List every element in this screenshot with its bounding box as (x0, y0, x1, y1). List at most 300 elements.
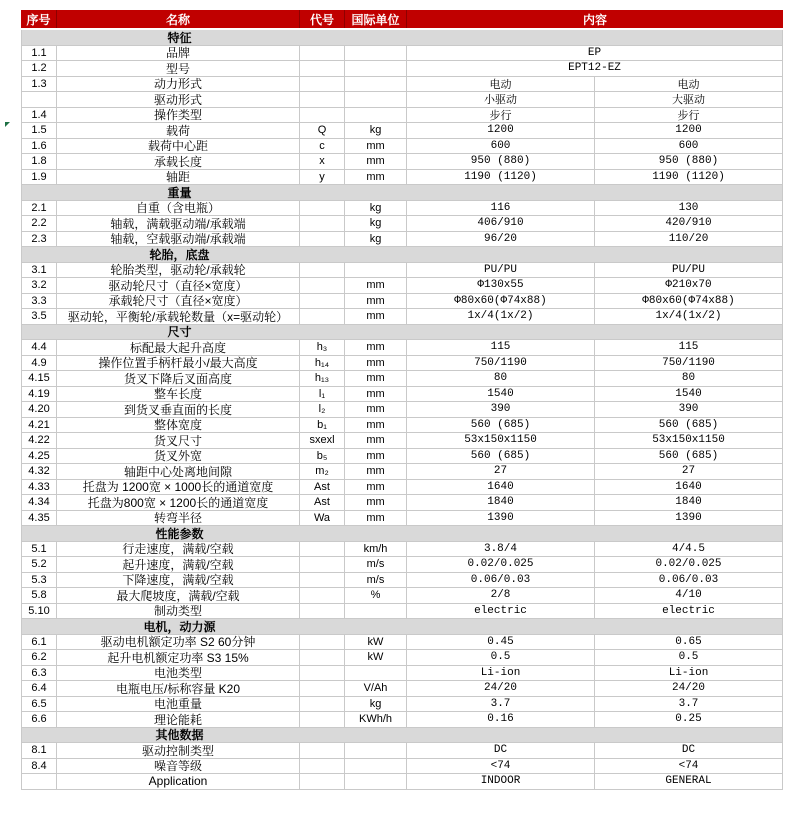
table-row (21, 697, 783, 713)
row-serial-cell: 4.4 (21, 340, 57, 356)
row-serial-cell: 4.22 (21, 433, 57, 449)
row-value-cell-left: 步行 (407, 108, 595, 124)
header-col-name: 名称 (57, 10, 300, 28)
table-row (21, 542, 783, 558)
row-code-cell (300, 666, 345, 682)
row-value-cell-left: DC (407, 743, 595, 759)
row-name-cell: 托盘为 1200宽 × 1000长的通道宽度 (57, 480, 300, 496)
row-value-cell-right: 27 (595, 464, 783, 480)
row-code-cell: l₁ (300, 387, 345, 403)
section-header-row (21, 728, 783, 744)
row-value-cell-left: 53x150x1150 (407, 433, 595, 449)
row-value-cell-right: 1x/4(1x/2) (595, 309, 783, 325)
row-unit-cell (345, 666, 407, 682)
row-unit-cell: mm (345, 278, 407, 294)
row-value-cell-left: 0.06/0.03 (407, 573, 595, 589)
row-unit-cell: kW (345, 650, 407, 666)
row-name-cell: 电池重量 (57, 697, 300, 713)
table-row (21, 635, 783, 651)
row-unit-cell: mm (345, 340, 407, 356)
row-code-cell (300, 635, 345, 651)
row-name-cell: 理论能耗 (57, 712, 300, 728)
table-row (21, 402, 783, 418)
row-unit-cell: m/s (345, 557, 407, 573)
row-unit-cell: % (345, 588, 407, 604)
table-header-row (21, 10, 783, 30)
row-value-cell-right: Φ210x70 (595, 278, 783, 294)
header-col-content: 内容 (582, 12, 607, 27)
table-row (21, 433, 783, 449)
row-code-cell (300, 232, 345, 248)
row-name-cell: 制动类型 (57, 604, 300, 620)
table-row (21, 774, 783, 790)
row-value-cell-left: 2/8 (407, 588, 595, 604)
row-value-cell-left: 115 (407, 340, 595, 356)
row-unit-cell: mm (345, 309, 407, 325)
row-code-cell (300, 542, 345, 558)
row-value-cell-left: 1640 (407, 480, 595, 496)
table-row (21, 604, 783, 620)
row-value-cell-left: 0.16 (407, 712, 595, 728)
row-unit-cell (345, 743, 407, 759)
row-name-cell: 转弯半径 (57, 511, 300, 527)
row-name-cell: 噪音等级 (57, 759, 300, 775)
row-code-cell (300, 77, 345, 93)
row-name-cell: 载荷 (57, 123, 300, 139)
row-serial-cell: 4.33 (21, 480, 57, 496)
row-value-cell-left: 1200 (407, 123, 595, 139)
row-name-cell: 整车长度 (57, 387, 300, 403)
row-name-cell: 驱动控制类型 (57, 743, 300, 759)
row-value-cell-left: 0.5 (407, 650, 595, 666)
row-serial-cell: 6.6 (21, 712, 57, 728)
row-unit-cell (345, 263, 407, 279)
table-row (21, 588, 783, 604)
section-title: 性能参数 (155, 526, 204, 541)
row-code-cell: Ast (300, 495, 345, 511)
row-serial-cell: 6.1 (21, 635, 57, 651)
row-name-cell: 起升电机额定功率 S3 15% (57, 650, 300, 666)
row-name-cell: 承载长度 (57, 154, 300, 170)
table-row (21, 139, 783, 155)
row-unit-cell: mm (345, 495, 407, 511)
row-unit-cell (345, 46, 407, 62)
table-row (21, 263, 783, 279)
row-unit-cell: mm (345, 402, 407, 418)
row-value-cell-left: 80 (407, 371, 595, 387)
spec-table (21, 10, 783, 790)
row-value-cell-right: 560 (685) (595, 418, 783, 434)
row-value-cell-left: 电动 (407, 77, 595, 93)
row-name-cell: 驱动形式 (57, 92, 300, 108)
row-value-cell-left: 950 (880) (407, 154, 595, 170)
row-name-cell: 电瓶电压/标称容量 K20 (57, 681, 300, 697)
row-code-cell (300, 774, 345, 790)
section-title: 轮胎，底盘 (149, 247, 210, 262)
row-name-cell: 操作类型 (57, 108, 300, 124)
row-value-cell-right: electric (595, 604, 783, 620)
header-col-code: 代号 (300, 10, 345, 28)
row-value-cell-left: 3.7 (407, 697, 595, 713)
row-value-cell-merged: EP (407, 46, 783, 62)
row-serial-cell: 5.10 (21, 604, 57, 620)
row-serial-cell: 2.3 (21, 232, 57, 248)
row-value-cell-left: PU/PU (407, 263, 595, 279)
row-code-cell: l₂ (300, 402, 345, 418)
row-name-cell: 轴载，满载驱动端/承载端 (57, 216, 300, 232)
row-serial-cell: 1.1 (21, 46, 57, 62)
row-value-cell-left: 390 (407, 402, 595, 418)
row-value-cell-left: 600 (407, 139, 595, 155)
row-value-cell-left: <74 (407, 759, 595, 775)
row-value-cell-left: 116 (407, 201, 595, 217)
row-value-cell-right: 电动 (595, 77, 783, 93)
row-name-cell: 到货叉垂直面的长度 (57, 402, 300, 418)
row-unit-cell: mm (345, 464, 407, 480)
row-code-cell: Ast (300, 480, 345, 496)
row-unit-cell: kW (345, 635, 407, 651)
section-spacer (22, 325, 58, 340)
row-serial-cell: 3.5 (21, 309, 57, 325)
row-name-cell: 轴距中心处离地间隙 (57, 464, 300, 480)
row-value-cell-right: 1190 (1120) (595, 170, 783, 186)
section-header-row (21, 185, 783, 201)
row-name-cell: 操作位置手柄杆最小/最大高度 (57, 356, 300, 372)
section-header-row (21, 526, 783, 542)
cell-note-green-triangle-icon (5, 122, 10, 127)
row-serial-cell: 6.2 (21, 650, 57, 666)
row-name-cell: 轴距 (57, 170, 300, 186)
row-name-cell: 轴载，空载驱动端/承载端 (57, 232, 300, 248)
row-code-cell: b₁ (300, 418, 345, 434)
row-value-cell-right: 0.06/0.03 (595, 573, 783, 589)
table-row (21, 666, 783, 682)
row-value-cell-left: 1190 (1120) (407, 170, 595, 186)
row-value-cell-left: 560 (685) (407, 449, 595, 465)
row-value-cell-right: 3.7 (595, 697, 783, 713)
row-value-cell-left: 560 (685) (407, 418, 595, 434)
row-serial-cell: 4.34 (21, 495, 57, 511)
row-serial-cell: 4.21 (21, 418, 57, 434)
table-row (21, 356, 783, 372)
row-unit-cell: V/Ah (345, 681, 407, 697)
section-spacer (22, 728, 58, 743)
row-unit-cell: mm (345, 139, 407, 155)
table-row (21, 201, 783, 217)
row-name-cell: 轮胎类型，驱动轮/承载轮 (57, 263, 300, 279)
row-serial-cell: 3.2 (21, 278, 57, 294)
row-name-cell: 电池类型 (57, 666, 300, 682)
row-serial-cell (21, 92, 57, 108)
row-value-cell-right: 600 (595, 139, 783, 155)
row-serial-cell: 4.20 (21, 402, 57, 418)
row-code-cell (300, 46, 345, 62)
row-unit-cell: kg (345, 123, 407, 139)
row-code-cell (300, 61, 345, 77)
row-code-cell (300, 92, 345, 108)
row-value-cell-right: DC (595, 743, 783, 759)
section-header-row (21, 325, 783, 341)
row-code-cell: sxexl (300, 433, 345, 449)
row-value-cell-right: 80 (595, 371, 783, 387)
row-value-cell-right: Li-ion (595, 666, 783, 682)
row-value-cell-right: 950 (880) (595, 154, 783, 170)
row-unit-cell (345, 759, 407, 775)
row-serial-cell: 1.4 (21, 108, 57, 124)
row-serial-cell: 4.15 (21, 371, 57, 387)
row-code-cell (300, 216, 345, 232)
row-unit-cell: mm (345, 480, 407, 496)
row-name-cell: 载荷中心距 (57, 139, 300, 155)
section-title: 尺寸 (167, 325, 192, 340)
row-name-cell: 驱动轮，平衡轮/承载轮数量（x=驱动轮） (57, 309, 300, 325)
section-header-row (21, 247, 783, 263)
table-row (21, 278, 783, 294)
row-value-cell-right: <74 (595, 759, 783, 775)
row-code-cell (300, 588, 345, 604)
row-serial-cell (21, 774, 57, 790)
row-unit-cell: km/h (345, 542, 407, 558)
table-row (21, 681, 783, 697)
row-unit-cell: mm (345, 387, 407, 403)
row-serial-cell: 1.5 (21, 123, 57, 139)
section-title: 重量 (167, 185, 192, 200)
row-name-cell: 货叉外宽 (57, 449, 300, 465)
row-value-cell-right: 1200 (595, 123, 783, 139)
row-value-cell-right: 4/4.5 (595, 542, 783, 558)
row-unit-cell (345, 77, 407, 93)
table-row (21, 495, 783, 511)
row-code-cell (300, 201, 345, 217)
table-row (21, 650, 783, 666)
row-value-cell-merged: EPT12-EZ (407, 61, 783, 77)
row-value-cell-right: 大驱动 (595, 92, 783, 108)
row-code-cell (300, 278, 345, 294)
row-name-cell: 货叉尺寸 (57, 433, 300, 449)
row-name-cell: 承载轮尺寸（直径×宽度） (57, 294, 300, 310)
table-row (21, 759, 783, 775)
row-value-cell-left: Li-ion (407, 666, 595, 682)
table-row (21, 61, 783, 77)
row-name-cell: 最大爬坡度，满载/空载 (57, 588, 300, 604)
row-value-cell-right: 0.25 (595, 712, 783, 728)
row-value-cell-left: 750/1190 (407, 356, 595, 372)
row-name-cell: 货叉下降后叉面高度 (57, 371, 300, 387)
row-value-cell-right: 750/1190 (595, 356, 783, 372)
row-code-cell: Q (300, 123, 345, 139)
section-title: 特征 (167, 30, 192, 45)
row-name-cell: 驱动轮尺寸（直径×宽度） (57, 278, 300, 294)
row-value-cell-right: 0.02/0.025 (595, 557, 783, 573)
row-unit-cell: KWh/h (345, 712, 407, 728)
table-row (21, 108, 783, 124)
row-unit-cell (345, 61, 407, 77)
row-unit-cell: mm (345, 511, 407, 527)
row-value-cell-left: 24/20 (407, 681, 595, 697)
row-unit-cell (345, 774, 407, 790)
section-header-row (21, 619, 783, 635)
row-name-cell: 标配最大起升高度 (57, 340, 300, 356)
row-value-cell-left: 406/910 (407, 216, 595, 232)
table-row (21, 464, 783, 480)
row-serial-cell: 5.1 (21, 542, 57, 558)
table-row (21, 232, 783, 248)
row-unit-cell: kg (345, 216, 407, 232)
row-value-cell-right: 1540 (595, 387, 783, 403)
row-code-cell: h₁₃ (300, 371, 345, 387)
row-value-cell-right: 0.5 (595, 650, 783, 666)
row-value-cell-right: 130 (595, 201, 783, 217)
row-value-cell-left: 27 (407, 464, 595, 480)
row-code-cell (300, 650, 345, 666)
row-name-cell: 行走速度，满载/空载 (57, 542, 300, 558)
row-value-cell-left: Φ80x60(Φ74x88) (407, 294, 595, 310)
row-unit-cell: mm (345, 371, 407, 387)
row-name-cell: 托盘为800宽 × 1200长的通道宽度 (57, 495, 300, 511)
table-row (21, 557, 783, 573)
table-row (21, 46, 783, 62)
row-serial-cell: 8.1 (21, 743, 57, 759)
row-value-cell-left: 0.45 (407, 635, 595, 651)
row-serial-cell: 4.25 (21, 449, 57, 465)
row-value-cell-left: INDOOR (407, 774, 595, 790)
row-value-cell-left: electric (407, 604, 595, 620)
row-name-cell: 起升速度，满载/空载 (57, 557, 300, 573)
table-row (21, 294, 783, 310)
row-code-cell (300, 108, 345, 124)
section-spacer (22, 30, 58, 45)
row-value-cell-right: 步行 (595, 108, 783, 124)
table-row (21, 371, 783, 387)
row-code-cell: y (300, 170, 345, 186)
row-unit-cell (345, 108, 407, 124)
row-code-cell: Wa (300, 511, 345, 527)
row-code-cell (300, 263, 345, 279)
row-unit-cell: m/s (345, 573, 407, 589)
table-row (21, 92, 783, 108)
row-value-cell-right: 4/10 (595, 588, 783, 604)
row-value-cell-right: GENERAL (595, 774, 783, 790)
row-value-cell-right: 53x150x1150 (595, 433, 783, 449)
row-serial-cell: 1.6 (21, 139, 57, 155)
row-unit-cell (345, 92, 407, 108)
row-unit-cell: mm (345, 449, 407, 465)
row-code-cell: b₅ (300, 449, 345, 465)
row-serial-cell: 6.5 (21, 697, 57, 713)
row-code-cell (300, 604, 345, 620)
row-code-cell: x (300, 154, 345, 170)
row-serial-cell: 2.2 (21, 216, 57, 232)
row-value-cell-right: 1840 (595, 495, 783, 511)
row-value-cell-right: 390 (595, 402, 783, 418)
row-unit-cell: kg (345, 232, 407, 248)
row-serial-cell: 5.2 (21, 557, 57, 573)
section-spacer (22, 526, 58, 541)
row-name-cell: 品牌 (57, 46, 300, 62)
header-col-serial: 序号 (21, 10, 57, 28)
row-serial-cell: 4.19 (21, 387, 57, 403)
row-name-cell: 下降速度，满载/空载 (57, 573, 300, 589)
row-value-cell-left: 96/20 (407, 232, 595, 248)
row-unit-cell (345, 604, 407, 620)
row-value-cell-left: Φ130x55 (407, 278, 595, 294)
table-row (21, 340, 783, 356)
row-value-cell-right: Φ80x60(Φ74x88) (595, 294, 783, 310)
row-code-cell (300, 681, 345, 697)
row-name-cell: Application (57, 774, 300, 790)
row-value-cell-left: 3.8/4 (407, 542, 595, 558)
row-value-cell-right: PU/PU (595, 263, 783, 279)
table-body (21, 30, 783, 790)
row-code-cell (300, 573, 345, 589)
table-row (21, 511, 783, 527)
row-name-cell: 动力形式 (57, 77, 300, 93)
row-unit-cell: mm (345, 154, 407, 170)
row-serial-cell: 4.32 (21, 464, 57, 480)
row-unit-cell: mm (345, 418, 407, 434)
row-serial-cell: 1.8 (21, 154, 57, 170)
row-value-cell-right: 110/20 (595, 232, 783, 248)
row-serial-cell: 4.9 (21, 356, 57, 372)
row-value-cell-left: 小驱动 (407, 92, 595, 108)
row-serial-cell: 5.8 (21, 588, 57, 604)
table-row (21, 387, 783, 403)
row-serial-cell: 6.3 (21, 666, 57, 682)
row-code-cell (300, 697, 345, 713)
row-value-cell-right: 560 (685) (595, 449, 783, 465)
row-unit-cell: mm (345, 294, 407, 310)
section-title: 电机，动力源 (143, 619, 216, 634)
table-row (21, 480, 783, 496)
row-unit-cell: mm (345, 433, 407, 449)
row-code-cell (300, 712, 345, 728)
row-serial-cell: 3.1 (21, 263, 57, 279)
row-serial-cell: 1.3 (21, 77, 57, 93)
row-code-cell (300, 294, 345, 310)
table-row (21, 216, 783, 232)
row-unit-cell: mm (345, 356, 407, 372)
table-row (21, 418, 783, 434)
row-code-cell: m₂ (300, 464, 345, 480)
row-code-cell (300, 759, 345, 775)
row-name-cell: 自重（含电瓶） (57, 201, 300, 217)
section-spacer (22, 619, 58, 634)
row-serial-cell: 1.2 (21, 61, 57, 77)
table-row (21, 743, 783, 759)
row-code-cell (300, 309, 345, 325)
row-value-cell-left: 1390 (407, 511, 595, 527)
section-header-row (21, 30, 783, 46)
row-serial-cell: 2.1 (21, 201, 57, 217)
row-value-cell-left: 1540 (407, 387, 595, 403)
header-col-unit: 国际单位 (345, 10, 407, 28)
table-row (21, 712, 783, 728)
section-spacer (22, 247, 58, 262)
table-row (21, 573, 783, 589)
table-row (21, 309, 783, 325)
row-value-cell-right: 115 (595, 340, 783, 356)
section-title: 其他数据 (155, 728, 204, 743)
row-name-cell: 整体宽度 (57, 418, 300, 434)
row-serial-cell: 3.3 (21, 294, 57, 310)
table-row (21, 449, 783, 465)
row-serial-cell: 8.4 (21, 759, 57, 775)
row-value-cell-right: 1640 (595, 480, 783, 496)
table-row (21, 154, 783, 170)
row-value-cell-left: 0.02/0.025 (407, 557, 595, 573)
row-name-cell: 型号 (57, 61, 300, 77)
row-code-cell: h₁₄ (300, 356, 345, 372)
